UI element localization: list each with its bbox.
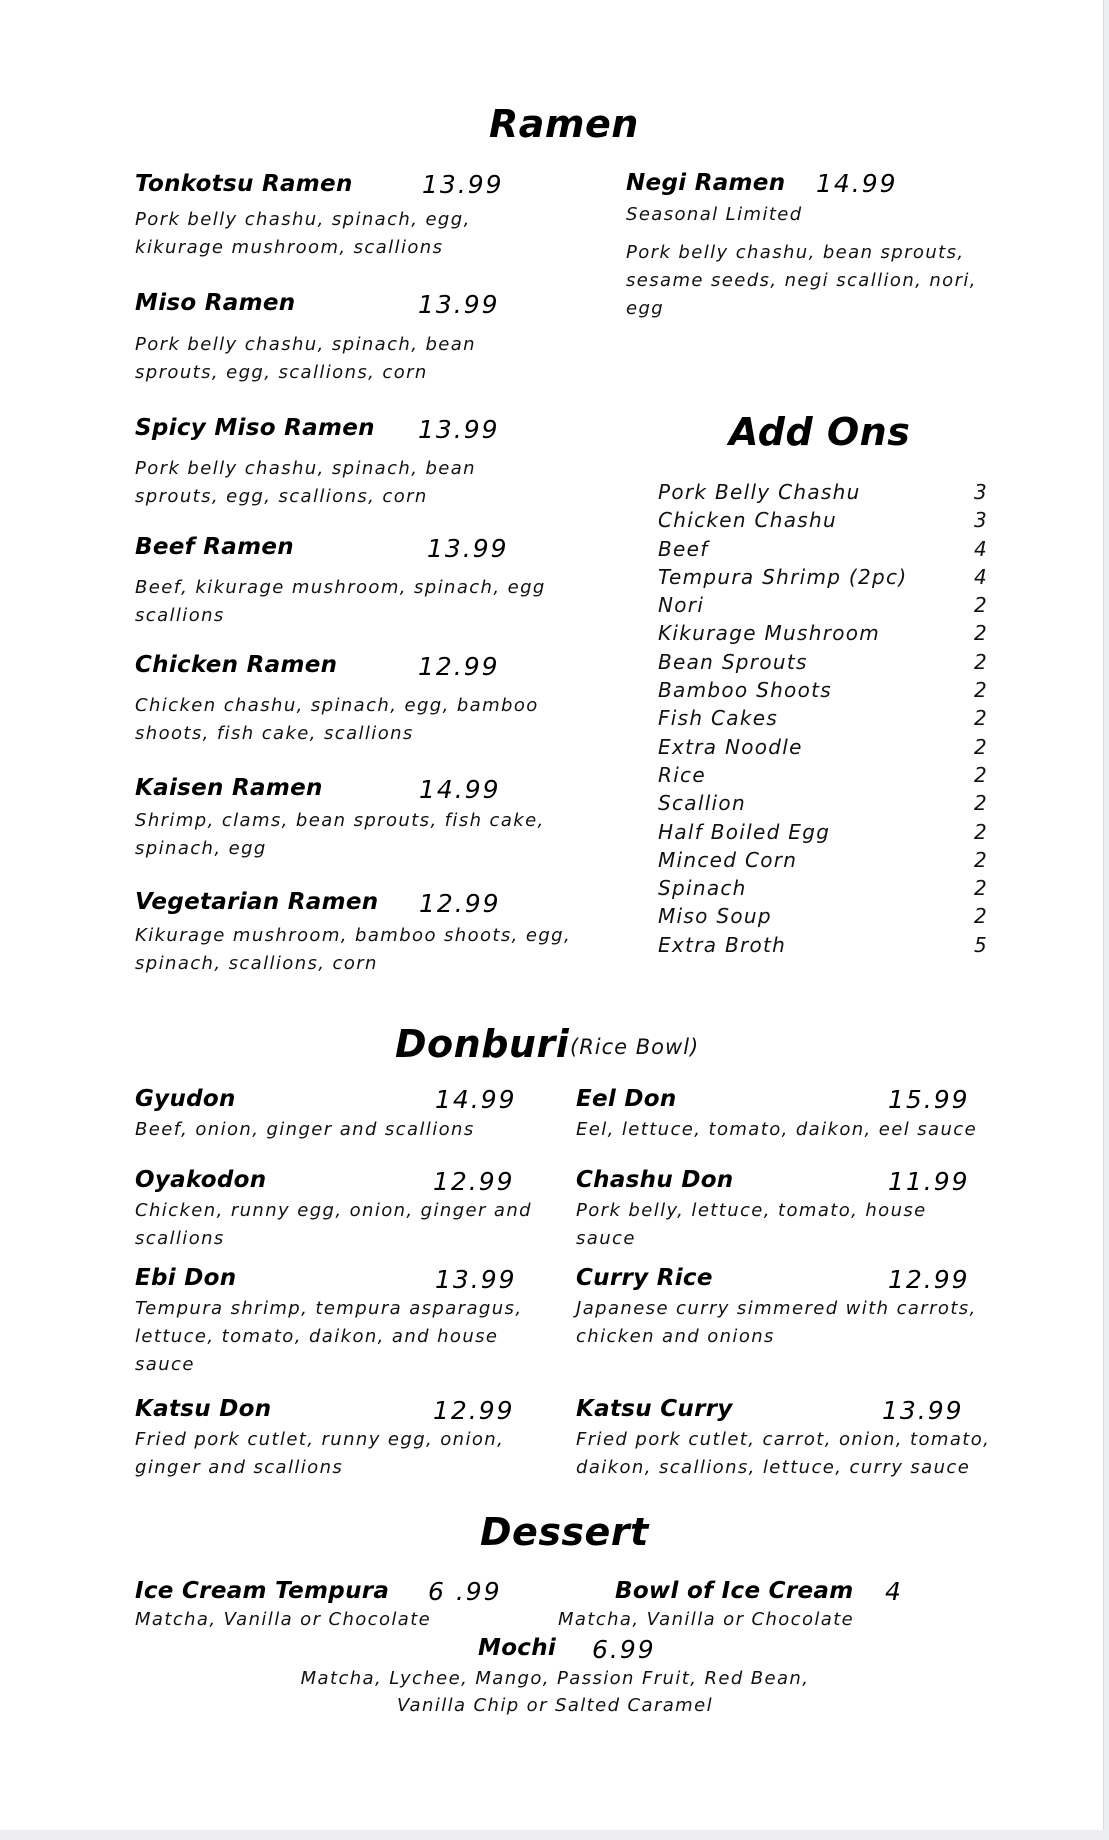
ramen-item-name: Spicy Miso Ramen xyxy=(135,415,375,441)
addon-name: Extra Broth xyxy=(658,932,787,957)
donburi-item-desc: Japanese curry simmered with carrots, chicken and onions xyxy=(576,1298,977,1347)
ramen-item-desc: Chicken chashu, spinach, egg, bamboo shoots, fish cake, scallions xyxy=(135,695,539,744)
donburi-title: Donburi xyxy=(395,1022,570,1066)
ramen-item-price: 13.99 xyxy=(422,170,504,199)
addon-price: 2 xyxy=(973,734,988,759)
addon-name: Scallion xyxy=(658,791,746,816)
donburi-item-price: 15.99 xyxy=(888,1085,970,1114)
ramen-item-name: Kaisen Ramen xyxy=(135,775,323,801)
dessert-item-name: Mochi xyxy=(478,1635,557,1661)
dessert-item-price: 6.99 xyxy=(592,1635,656,1664)
ramen-item-desc: Pork belly chashu, spinach, bean sprouts, egg, scallions, corn xyxy=(135,334,476,383)
addon-price: 2 xyxy=(973,819,988,844)
addon-name: Miso Soup xyxy=(658,904,772,929)
ramen-item-name: Miso Ramen xyxy=(135,290,296,316)
ramen-item-name: Beef Ramen xyxy=(135,534,294,560)
donburi-item-name: Gyudon xyxy=(135,1086,236,1112)
donburi-item-price: 12.99 xyxy=(433,1167,515,1196)
addon-price: 2 xyxy=(973,649,988,674)
donburi-item-name: Chashu Don xyxy=(576,1167,734,1193)
donburi-item-desc: Eel, lettuce, tomato, daikon, eel sauce xyxy=(576,1119,978,1140)
ramen-item-desc: Shrimp, clams, bean sprouts, fish cake, spinach, egg xyxy=(135,810,545,859)
dessert-item-desc-line-1: Matcha, Lychee, Mango, Passion Fruit, Red Bean, xyxy=(300,1668,810,1689)
list-item xyxy=(658,478,988,506)
list-item xyxy=(658,761,988,789)
addon-price: 2 xyxy=(973,847,988,872)
list-item xyxy=(658,902,988,930)
dessert-title: Dessert xyxy=(480,1510,649,1554)
addon-price: 3 xyxy=(973,508,988,533)
list-item xyxy=(658,506,988,534)
list-item xyxy=(658,676,988,704)
dessert-item-name: Ice Cream Tempura xyxy=(135,1578,390,1604)
list-item xyxy=(658,563,988,591)
addon-list xyxy=(658,478,988,959)
addon-name: Fish Cakes xyxy=(658,706,779,731)
ramen-item-price: 13.99 xyxy=(418,290,500,319)
addon-name: Tempura Shrimp (2pc) xyxy=(658,564,908,589)
ramen-item-price: 13.99 xyxy=(418,415,500,444)
addon-name: Bean Sprouts xyxy=(658,649,808,674)
dessert-item-name: Bowl of Ice Cream xyxy=(615,1578,854,1604)
ramen-item-name: Tonkotsu Ramen xyxy=(135,171,353,197)
addons-title: Add Ons xyxy=(729,410,911,454)
list-item xyxy=(658,704,988,732)
dessert-item-price: 4 xyxy=(885,1577,903,1606)
addon-price: 3 xyxy=(973,480,988,504)
list-item xyxy=(658,733,988,761)
donburi-item-name: Curry Rice xyxy=(576,1265,713,1291)
donburi-item-name: Eel Don xyxy=(576,1086,677,1112)
addon-price: 2 xyxy=(973,762,988,787)
addon-name: Half Boiled Egg xyxy=(658,819,831,844)
addon-name: Spinach xyxy=(658,876,747,901)
donburi-item-name: Oyakodon xyxy=(135,1167,267,1193)
list-item xyxy=(658,818,988,846)
donburi-item-desc: Fried pork cutlet, carrot, onion, tomato, daikon, scallions, lettuce, curry sauce xyxy=(576,1429,991,1478)
addon-price: 4 xyxy=(973,536,988,561)
addon-price: 2 xyxy=(973,593,988,618)
ramen-item-name: Vegetarian Ramen xyxy=(135,889,379,915)
donburi-item-desc: Chicken, runny egg, onion, ginger and scallions xyxy=(135,1200,532,1249)
donburi-item-price: 12.99 xyxy=(433,1396,515,1425)
ramen-item-desc: Pork belly chashu, spinach, bean sprouts, egg, scallions, corn xyxy=(135,458,476,507)
ramen-item-desc: Pork belly chashu, spinach, egg, kikurage mushroom, scallions xyxy=(135,209,471,258)
addon-price: 2 xyxy=(973,791,988,816)
list-item xyxy=(658,619,988,647)
addon-name: Chicken Chashu xyxy=(658,508,837,533)
donburi-item-desc: Tempura shrimp, tempura asparagus, lettuce, tomato, daikon, and house sauce xyxy=(135,1298,523,1375)
donburi-item-desc: Pork belly, lettuce, tomato, house sauce xyxy=(576,1200,927,1249)
addon-price: 2 xyxy=(973,904,988,929)
dessert-item-desc-line-2: Vanilla Chip or Salted Caramel xyxy=(397,1695,713,1716)
donburi-item-desc: Fried pork cutlet, runny egg, onion, ginger and scallions xyxy=(135,1429,505,1478)
ramen-item-price: 14.99 xyxy=(419,775,501,804)
ramen-item-name: Negi Ramen xyxy=(626,170,786,196)
addon-name: Beef xyxy=(658,536,709,561)
ramen-item-name: Chicken Ramen xyxy=(135,652,338,678)
list-item xyxy=(658,931,988,959)
list-item xyxy=(658,591,988,619)
donburi-item-name: Katsu Don xyxy=(135,1396,272,1422)
addon-name: Minced Corn xyxy=(658,847,798,872)
donburi-item-price: 11.99 xyxy=(888,1167,970,1196)
addon-price: 2 xyxy=(973,621,988,646)
list-item xyxy=(658,535,988,563)
ramen-item-desc: Kikurage mushroom, bamboo shoots, egg, spinach, scallions, corn xyxy=(135,925,572,974)
ramen-item-price: 12.99 xyxy=(419,889,501,918)
list-item xyxy=(658,846,988,874)
ramen-item-price: 13.99 xyxy=(427,534,509,563)
list-item xyxy=(658,789,988,817)
addon-name: Extra Noodle xyxy=(658,734,803,759)
list-item xyxy=(658,648,988,676)
addon-price: 2 xyxy=(973,706,988,731)
ramen-item-price: 14.99 xyxy=(816,169,898,198)
dessert-item-price: 6 .99 xyxy=(428,1577,502,1606)
donburi-item-desc: Beef, onion, ginger and scallions xyxy=(135,1119,475,1140)
addon-price: 2 xyxy=(973,678,988,703)
addon-name: Rice xyxy=(658,762,706,787)
ramen-title: Ramen xyxy=(489,102,639,146)
dessert-item-desc: Matcha, Vanilla or Chocolate xyxy=(135,1609,432,1630)
list-item xyxy=(658,874,988,902)
dessert-item-desc: Matcha, Vanilla or Chocolate xyxy=(558,1609,855,1630)
addon-name: Nori xyxy=(658,593,705,618)
addon-name: Pork Belly Chashu xyxy=(658,480,861,504)
addon-name: Bamboo Shoots xyxy=(658,678,832,703)
donburi-item-price: 14.99 xyxy=(435,1085,517,1114)
donburi-item-name: Ebi Don xyxy=(135,1265,237,1291)
donburi-item-price: 12.99 xyxy=(888,1265,970,1294)
addon-name: Kikurage Mushroom xyxy=(658,621,881,646)
ramen-item-desc: Beef, kikurage mushroom, spinach, egg scallions xyxy=(135,577,546,626)
addon-price: 2 xyxy=(973,876,988,901)
donburi-item-price: 13.99 xyxy=(435,1265,517,1294)
addon-price: 5 xyxy=(973,932,988,957)
donburi-item-price: 13.99 xyxy=(882,1396,964,1425)
donburi-subtitle: (Rice Bowl) xyxy=(570,1035,700,1059)
addon-price: 4 xyxy=(973,564,988,589)
ramen-item-price: 12.99 xyxy=(418,652,500,681)
ramen-item-desc: Pork belly chashu, bean sprouts, sesame seeds, negi scallion, nori, egg xyxy=(626,242,977,319)
ramen-item-note: Seasonal Limited xyxy=(626,204,803,225)
donburi-item-name: Katsu Curry xyxy=(576,1396,733,1422)
